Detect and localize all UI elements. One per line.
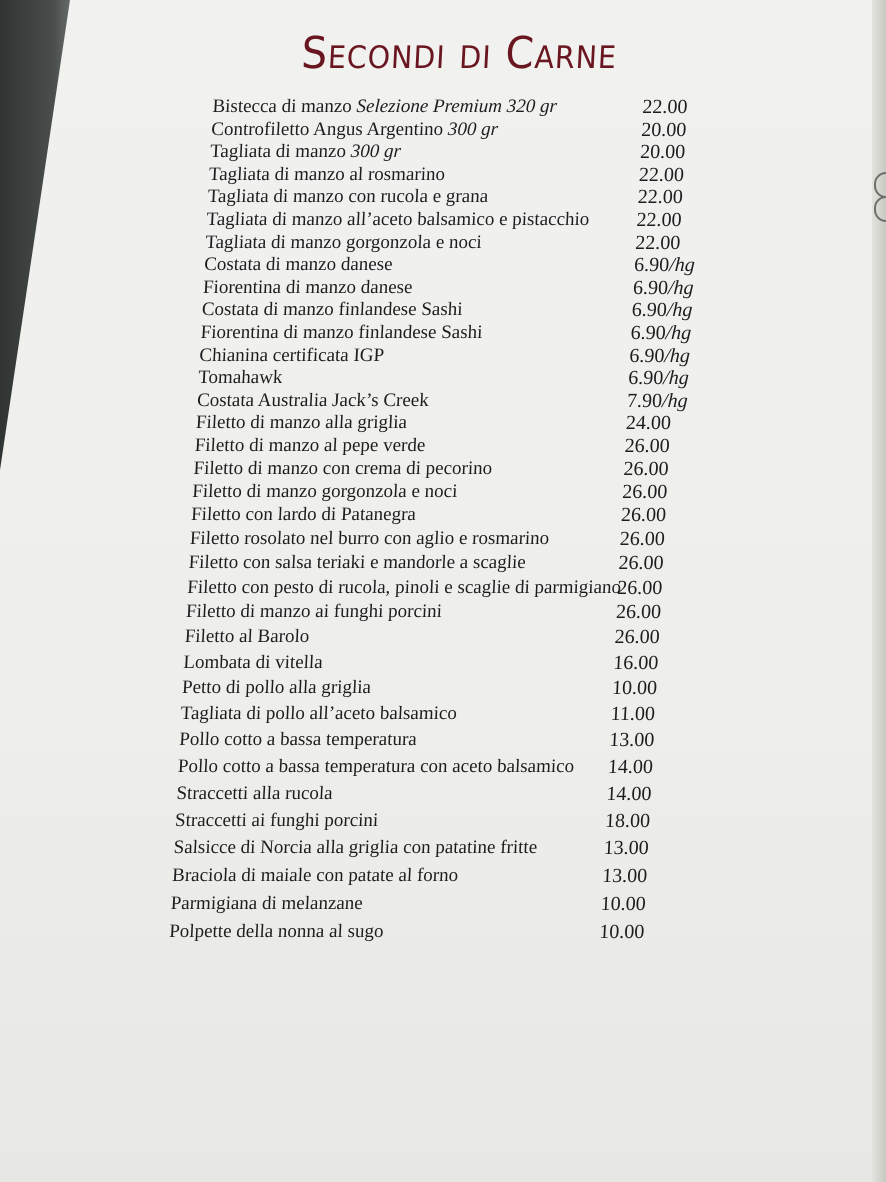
menu-item (208, 164, 709, 187)
menu-item-price (609, 729, 655, 751)
menu-item-name (211, 119, 499, 141)
menu-item-price (618, 552, 664, 574)
dish-name: Braciola di maiale con patate al forno (171, 864, 459, 886)
menu-item-price (634, 254, 696, 276)
menu-item-price (624, 435, 670, 457)
menu-item-name (204, 254, 394, 276)
menu-item-name (189, 528, 549, 550)
menu-item (189, 528, 690, 552)
menu-item (201, 299, 702, 322)
menu-item-name (197, 390, 430, 412)
menu-item-name (198, 367, 283, 389)
menu-item-name (175, 810, 379, 832)
dish-name: Parmigiana di melanzane (170, 892, 364, 914)
price-value: 6.90 (631, 299, 668, 322)
menu-item-price (641, 119, 687, 141)
price-value: 10.00 (611, 677, 658, 700)
price-value: 24.00 (625, 412, 672, 435)
dish-name: Straccetti alla rucola (175, 782, 334, 804)
menu-item (176, 783, 677, 810)
menu-item-name (199, 345, 385, 367)
menu-item-price (621, 504, 667, 526)
menu-item-name (185, 601, 442, 623)
dish-name: Controfiletto Angus Argentino (210, 118, 444, 140)
menu-item-name (201, 299, 463, 321)
price-value: 10.00 (600, 892, 647, 915)
price-value: 18.00 (604, 809, 651, 832)
menu-item-price (631, 299, 693, 321)
menu-item-price (600, 893, 646, 915)
price-value: 20.00 (639, 141, 686, 164)
dish-name: Costata di manzo finlandese Sashi (201, 299, 464, 321)
menu-item-name (202, 277, 413, 299)
menu-item-name (195, 412, 407, 434)
menu-item-name (176, 783, 333, 805)
price-value: 22.00 (634, 231, 681, 254)
menu-item-name (183, 652, 323, 674)
price-value: 11.00 (610, 703, 656, 726)
price-value: 22.00 (638, 163, 685, 186)
dish-name: Tomahawk (197, 367, 284, 389)
menu-item-price (625, 412, 671, 434)
menu-item-price (632, 277, 694, 299)
menu-item-price (607, 756, 653, 778)
menu-item (173, 837, 674, 865)
menu-item-name (173, 837, 538, 859)
menu-item-price (610, 703, 655, 725)
dish-name: Straccetti ai funghi porcini (174, 809, 379, 831)
menu-item-name (187, 577, 622, 599)
menu-item (200, 322, 701, 345)
dish-name: Filetto rosolato nel burro con aglio e rosmarino (189, 528, 550, 550)
menu-item (199, 345, 700, 368)
dish-name: Pollo cotto a bassa temperatura con aceto balsamico (177, 755, 575, 777)
price-value: 26.00 (615, 601, 662, 624)
menu-item-price (638, 164, 684, 186)
menu-item-price (619, 528, 665, 550)
dish-name: Fiorentina di manzo danese (202, 276, 414, 298)
price-value: 26.00 (614, 626, 661, 649)
price-value: 26.00 (624, 434, 671, 457)
dish-name: Filetto al Barolo (184, 626, 310, 648)
price-value: 26.00 (621, 480, 668, 503)
price-value: 16.00 (612, 651, 659, 674)
menu-item (177, 756, 678, 783)
dish-name: Polpette della nonna al sugo (168, 921, 385, 943)
menu-item-name (184, 626, 310, 648)
menu-item (207, 186, 708, 209)
price-value: 6.90 (632, 276, 669, 299)
menu-item-price (615, 601, 661, 623)
menu-item-name (191, 504, 417, 526)
price-unit: /hg (667, 276, 695, 299)
menu-item-price (627, 390, 689, 412)
price-unit: /hg (665, 321, 692, 344)
menu-item-price (599, 921, 645, 943)
dish-name: Tagliata di manzo (209, 141, 347, 163)
menu-item (193, 458, 694, 481)
dish-name: Filetto di manzo al pepe verde (194, 434, 426, 456)
menu-item-name (206, 209, 590, 231)
menu-item (202, 277, 703, 300)
menu-item-name (188, 552, 526, 574)
menu-item-name (170, 893, 363, 915)
menu-item (212, 96, 713, 119)
price-value: 26.00 (619, 528, 666, 551)
price-value: 6.90 (633, 254, 670, 277)
dish-name: Filetto di manzo ai funghi porcini (185, 601, 443, 623)
price-value: 14.00 (605, 782, 653, 805)
menu-item (171, 865, 672, 893)
menu-item (198, 367, 699, 390)
menu-item (205, 232, 706, 255)
menu-item (190, 504, 691, 528)
menu-item-price (617, 577, 663, 599)
price-unit: /hg (666, 299, 693, 322)
menu-item (210, 141, 711, 164)
menu-item-name (210, 141, 402, 163)
dish-note: 300 gr (447, 118, 499, 140)
menu-item-price (635, 232, 681, 254)
menu-item (170, 893, 671, 921)
dish-name: Tagliata di manzo con rucola e grana (207, 186, 489, 208)
menu-item (196, 390, 697, 413)
menu-item-name (205, 232, 483, 254)
dish-name: Costata Australia Jack’s Creek (196, 389, 430, 411)
price-unit: /hg (663, 344, 691, 367)
dish-name: Lombata di vitella (182, 651, 324, 673)
dish-name: Chianina certificata IGP (198, 344, 385, 366)
menu-item-name (169, 921, 384, 943)
menu-item (195, 412, 696, 435)
menu-item-name (192, 481, 458, 503)
price-value: 26.00 (617, 552, 665, 575)
price-unit: /hg (668, 254, 696, 277)
menu-item (174, 810, 675, 837)
menu-item (180, 703, 681, 729)
price-value: 10.00 (598, 921, 645, 944)
menu-item-name (194, 435, 426, 457)
price-value: 13.00 (603, 837, 650, 860)
dish-name: Filetto con lardo di Patanegra (190, 504, 417, 526)
menu-item-name (180, 703, 457, 725)
price-value: 26.00 (616, 576, 663, 599)
price-value: 26.00 (622, 457, 670, 480)
menu-item-price (637, 186, 683, 208)
menu-item-price (623, 458, 669, 480)
price-value: 6.90 (630, 321, 667, 344)
page-title: Secondi di Carne (300, 28, 619, 79)
menu-item-name (207, 186, 489, 208)
menu-item-name (208, 164, 445, 186)
price-value: 22.00 (641, 96, 689, 118)
dish-name: Costata di manzo danese (203, 254, 394, 276)
menu-item-price (628, 367, 690, 389)
menu-item-price (629, 345, 691, 367)
price-unit: /hg (662, 367, 690, 390)
menu-item-price (603, 837, 649, 859)
menu-item-price (613, 652, 659, 674)
menu-item-name (177, 756, 574, 778)
menu-item-name (200, 322, 483, 344)
price-value: 20.00 (640, 118, 687, 141)
price-value: 14.00 (607, 755, 654, 778)
price-value: 6.90 (628, 344, 666, 367)
menu-item-price (642, 96, 688, 118)
dish-name: Tagliata di manzo al rosmarino (208, 163, 446, 185)
price-value: 22.00 (635, 208, 683, 231)
menu-item-price (614, 626, 660, 648)
price-value: 22.00 (637, 186, 684, 209)
dish-name: Filetto con pesto di rucola, pinoli e scaglie di parmigiano (186, 576, 622, 598)
menu-item (206, 209, 707, 232)
menu-item-price (605, 810, 651, 832)
menu-item (187, 577, 688, 602)
dish-name: Filetto con salsa teriaki e mandorle a scaglie (188, 552, 527, 574)
dish-name: Fiorentina di manzo finlandese Sashi (200, 321, 484, 343)
dish-name: Tagliata di manzo gorgonzola e noci (204, 231, 483, 253)
menu-item (192, 481, 693, 505)
menu-item (194, 435, 695, 458)
dish-name: Salsicce di Norcia alla griglia con patatine fritte (173, 837, 538, 859)
menu-item-price (611, 677, 657, 699)
price-value: 26.00 (620, 504, 667, 527)
price-value: 13.00 (601, 864, 648, 887)
dish-name: Filetto di manzo con crema di pecorino (193, 457, 493, 479)
price-value: 7.90 (626, 389, 663, 412)
dish-name: Filetto di manzo gorgonzola e noci (191, 480, 458, 502)
menu-item-price (606, 783, 652, 805)
dish-name: Tagliata di manzo all’aceto balsamico e pistacchio (206, 208, 590, 230)
dish-name: Petto di pollo alla griglia (181, 677, 372, 699)
price-value: 13.00 (608, 729, 655, 752)
menu-item-name (172, 865, 459, 887)
menu-item (184, 626, 685, 651)
menu-item-price (622, 481, 668, 503)
menu-item-name (179, 729, 418, 751)
menu-item-name (212, 96, 558, 118)
dish-note: Selezione Premium 320 gr (355, 96, 558, 117)
menu-item-price (640, 141, 686, 163)
menu-item-price (636, 209, 682, 231)
dish-name: Bistecca di manzo (211, 96, 353, 117)
menu-item (168, 921, 669, 950)
menu-item (183, 652, 684, 678)
menu-item (188, 552, 689, 576)
menu-list (168, 96, 713, 950)
menu-item-name (193, 458, 493, 480)
price-value: 6.90 (627, 367, 664, 390)
menu-item (185, 601, 686, 626)
dish-note: 300 gr (350, 141, 402, 163)
menu-item-price (602, 865, 648, 887)
dish-name: Tagliata di pollo all’aceto balsamico (180, 703, 458, 725)
menu-item (204, 254, 705, 277)
dish-name: Pollo cotto a bassa temperatura (178, 729, 418, 751)
menu-item (181, 677, 682, 703)
menu-item (211, 119, 712, 142)
price-unit: /hg (661, 389, 689, 412)
menu-item-price (630, 322, 692, 344)
dish-name: Filetto di manzo alla griglia (195, 412, 408, 434)
menu-item (178, 729, 679, 756)
menu-item-name (181, 677, 371, 699)
